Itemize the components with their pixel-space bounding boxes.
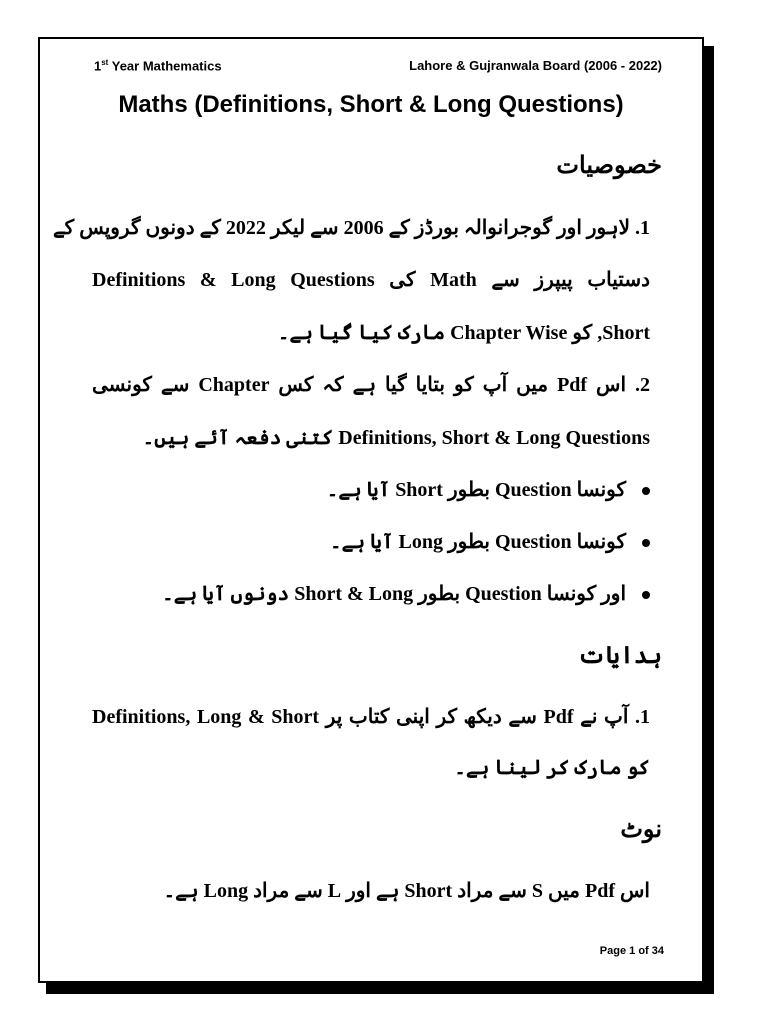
page-number: Page 1 of 34 <box>599 945 664 957</box>
feature-2-line-1: 2. اس Pdf میں آپ کو بتایا گیا ہے کہ کس Chapter سے کونسی <box>92 374 650 396</box>
subject-label: 1st Year Mathematics <box>94 58 222 74</box>
note-heading: نوٹ <box>620 817 662 843</box>
feature-1-line-3: Short, کو Chapter Wise مارک کیا گیا ہے۔ <box>277 322 650 344</box>
feature-2-line-2: Definitions, Short & Long Questions کتنی دفعہ آئے ہیں۔ <box>142 427 650 449</box>
list-item: کونسا Question بطور Long آیا ہے۔ <box>330 529 650 554</box>
instruction-1-line-2: کو مارک کر لینا ہے۔ <box>454 757 650 779</box>
bullet-dot <box>642 539 650 547</box>
page-title: Maths (Definitions, Short & Long Questions) <box>118 91 624 118</box>
list-item: اور کونسا Question بطور Short & Long دونوں آیا ہے۔ <box>162 581 650 606</box>
board-label: Lahore & Gujranwala Board (2006 - 2022) <box>409 58 662 73</box>
document-page <box>38 37 704 983</box>
instruction-1-line-1: 1. آپ نے Pdf سے دیکھ کر اپنی کتاب پر Definitions, Long & Short <box>92 706 650 728</box>
features-heading: خصوصیات <box>556 153 662 179</box>
feature-1-line-2: دستیاب پیپرز سے Math کی Definitions & Long Questions <box>92 269 650 291</box>
list-item: کونسا Question بطور Short آیا ہے۔ <box>327 477 650 502</box>
instructions-heading: ہدایات <box>577 643 662 669</box>
note-text: اس Pdf میں S سے مراد Short ہے اور L سے مراد Long ہے۔ <box>163 880 650 902</box>
bullet-dot <box>642 487 650 495</box>
bullet-dot <box>642 591 650 599</box>
page-header <box>94 58 662 78</box>
feature-1-line-1: 1. لاہور اور گوجرانوالہ بورڈز کے 2006 سے لیکر 2022 کے دونوں گروپس کے <box>52 217 650 239</box>
